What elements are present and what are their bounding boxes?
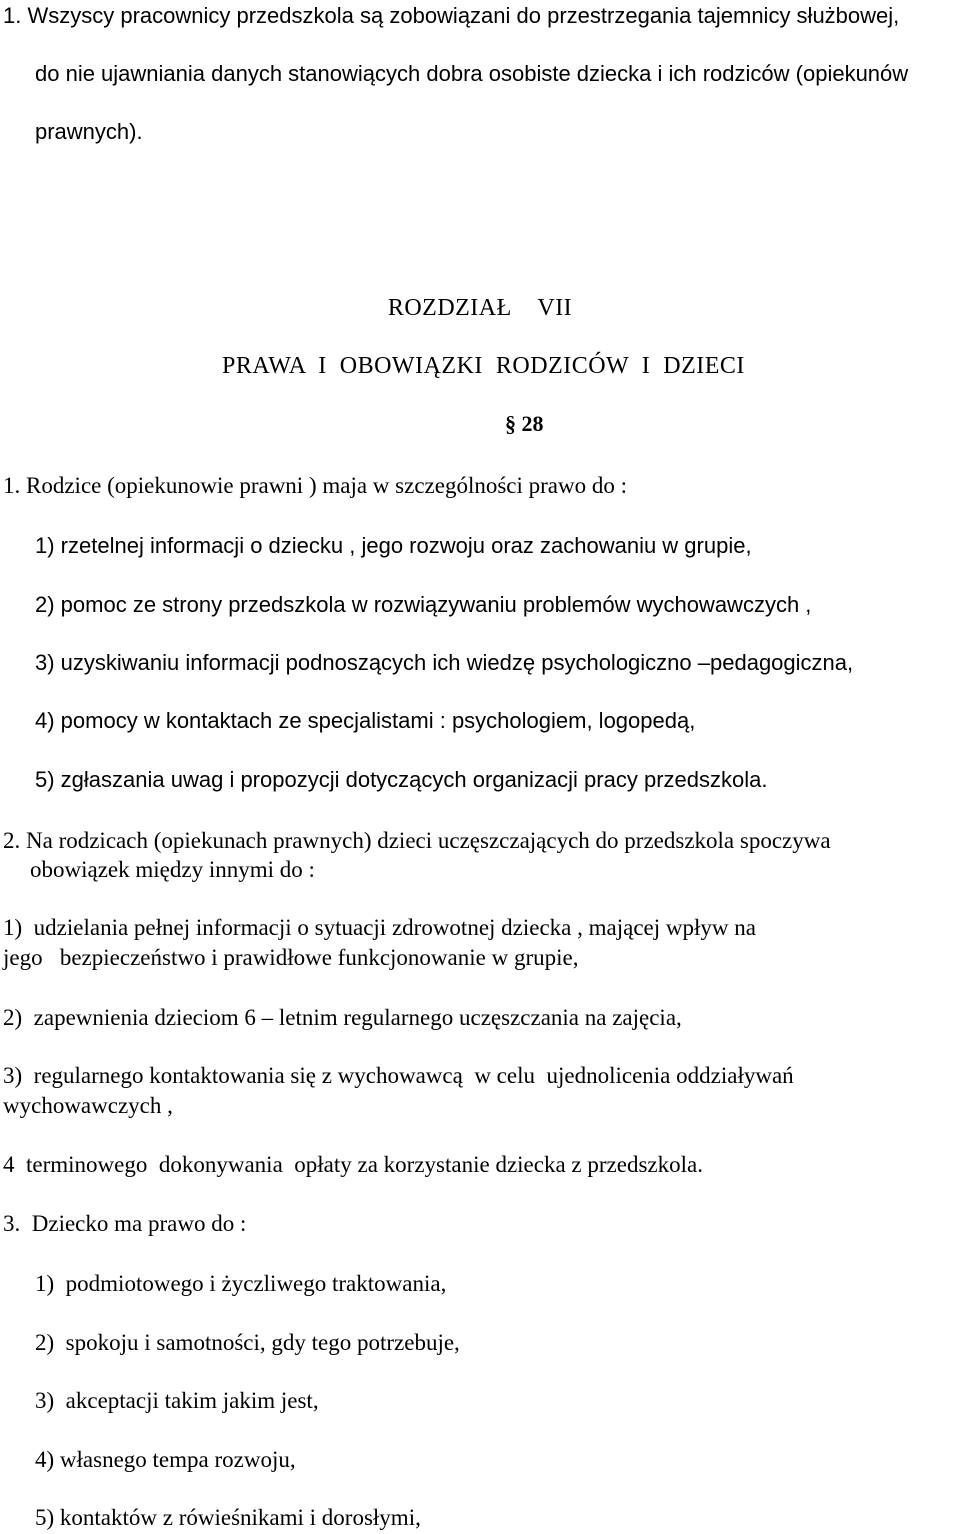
chapter-number: ROZDZIAŁ VII (387, 295, 573, 321)
section2-item-4: 4 terminowego dokonywania opłaty za korzystanie dziecka z przedszkola. (3, 1152, 703, 1177)
section3-item: 2) spokoju i samotności, gdy tego potrzebuje, (35, 1330, 460, 1355)
section1-item: 2) pomoc ze strony przedszkola w rozwiązywaniu problemów wychowawczych , (35, 592, 812, 617)
section1-item: 3) uzyskiwaniu informacji podnoszących ich wiedzę psychologiczno –pedagogiczna, (35, 650, 854, 675)
intro-line-3: prawnych). (35, 119, 143, 144)
intro-line-1: 1. Wszyscy pracownicy przedszkola są zobowiązani do przestrzegania tajemnicy służbowej, (3, 3, 900, 28)
section2-lead-line-2: obowiązek między innymi do : (30, 857, 315, 882)
section2-item-3-line-2: wychowawczych , (3, 1093, 173, 1118)
section3-item: 4) własnego tempa rozwoju, (35, 1447, 296, 1472)
paragraph-number: § 28 (505, 411, 544, 436)
section2-item-2: 2) zapewnienia dzieciom 6 – letnim regularnego uczęszczania na zajęcia, (3, 1005, 682, 1030)
section1-item: 5) zgłaszania uwag i propozycji dotyczących organizacji pracy przedszkola. (35, 767, 768, 792)
chapter-title: PRAWA I OBOWIĄZKI RODZICÓW I DZIECI (222, 353, 745, 379)
section3-item: 5) kontaktów z rówieśnikami i dorosłymi, (35, 1505, 421, 1530)
section3-item: 1) podmiotowego i życzliwego traktowania, (35, 1271, 447, 1296)
intro-line-2: do nie ujawniania danych stanowiących dobra osobiste dziecka i ich rodziców (opiekunów (35, 61, 909, 86)
section2-item-1-line-2: jego bezpieczeństwo i prawidłowe funkcjonowanie w grupie, (3, 945, 579, 970)
section3-item: 3) akceptacji takim jakim jest, (35, 1388, 319, 1413)
section3-lead: 3. Dziecko ma prawo do : (3, 1211, 247, 1236)
section2-item-3-line-1: 3) regularnego kontaktowania się z wychowawcą w celu ujednolicenia oddziaływań (3, 1063, 794, 1088)
section1-lead: 1. Rodzice (opiekunowie prawni ) maja w szczególności prawo do : (3, 473, 627, 498)
section2-item-1-line-1: 1) udzielania pełnej informacji o sytuacji zdrowotnej dziecka , mającej wpływ na (3, 915, 756, 940)
section1-item: 1) rzetelnej informacji o dziecku , jego rozwoju oraz zachowaniu w grupie, (35, 533, 752, 558)
section1-item: 4) pomocy w kontaktach ze specjalistami : psychologiem, logopedą, (35, 708, 696, 733)
section2-lead-line-1: 2. Na rodzicach (opiekunach prawnych) dzieci uczęszczających do przedszkola spoczywa (3, 828, 831, 853)
